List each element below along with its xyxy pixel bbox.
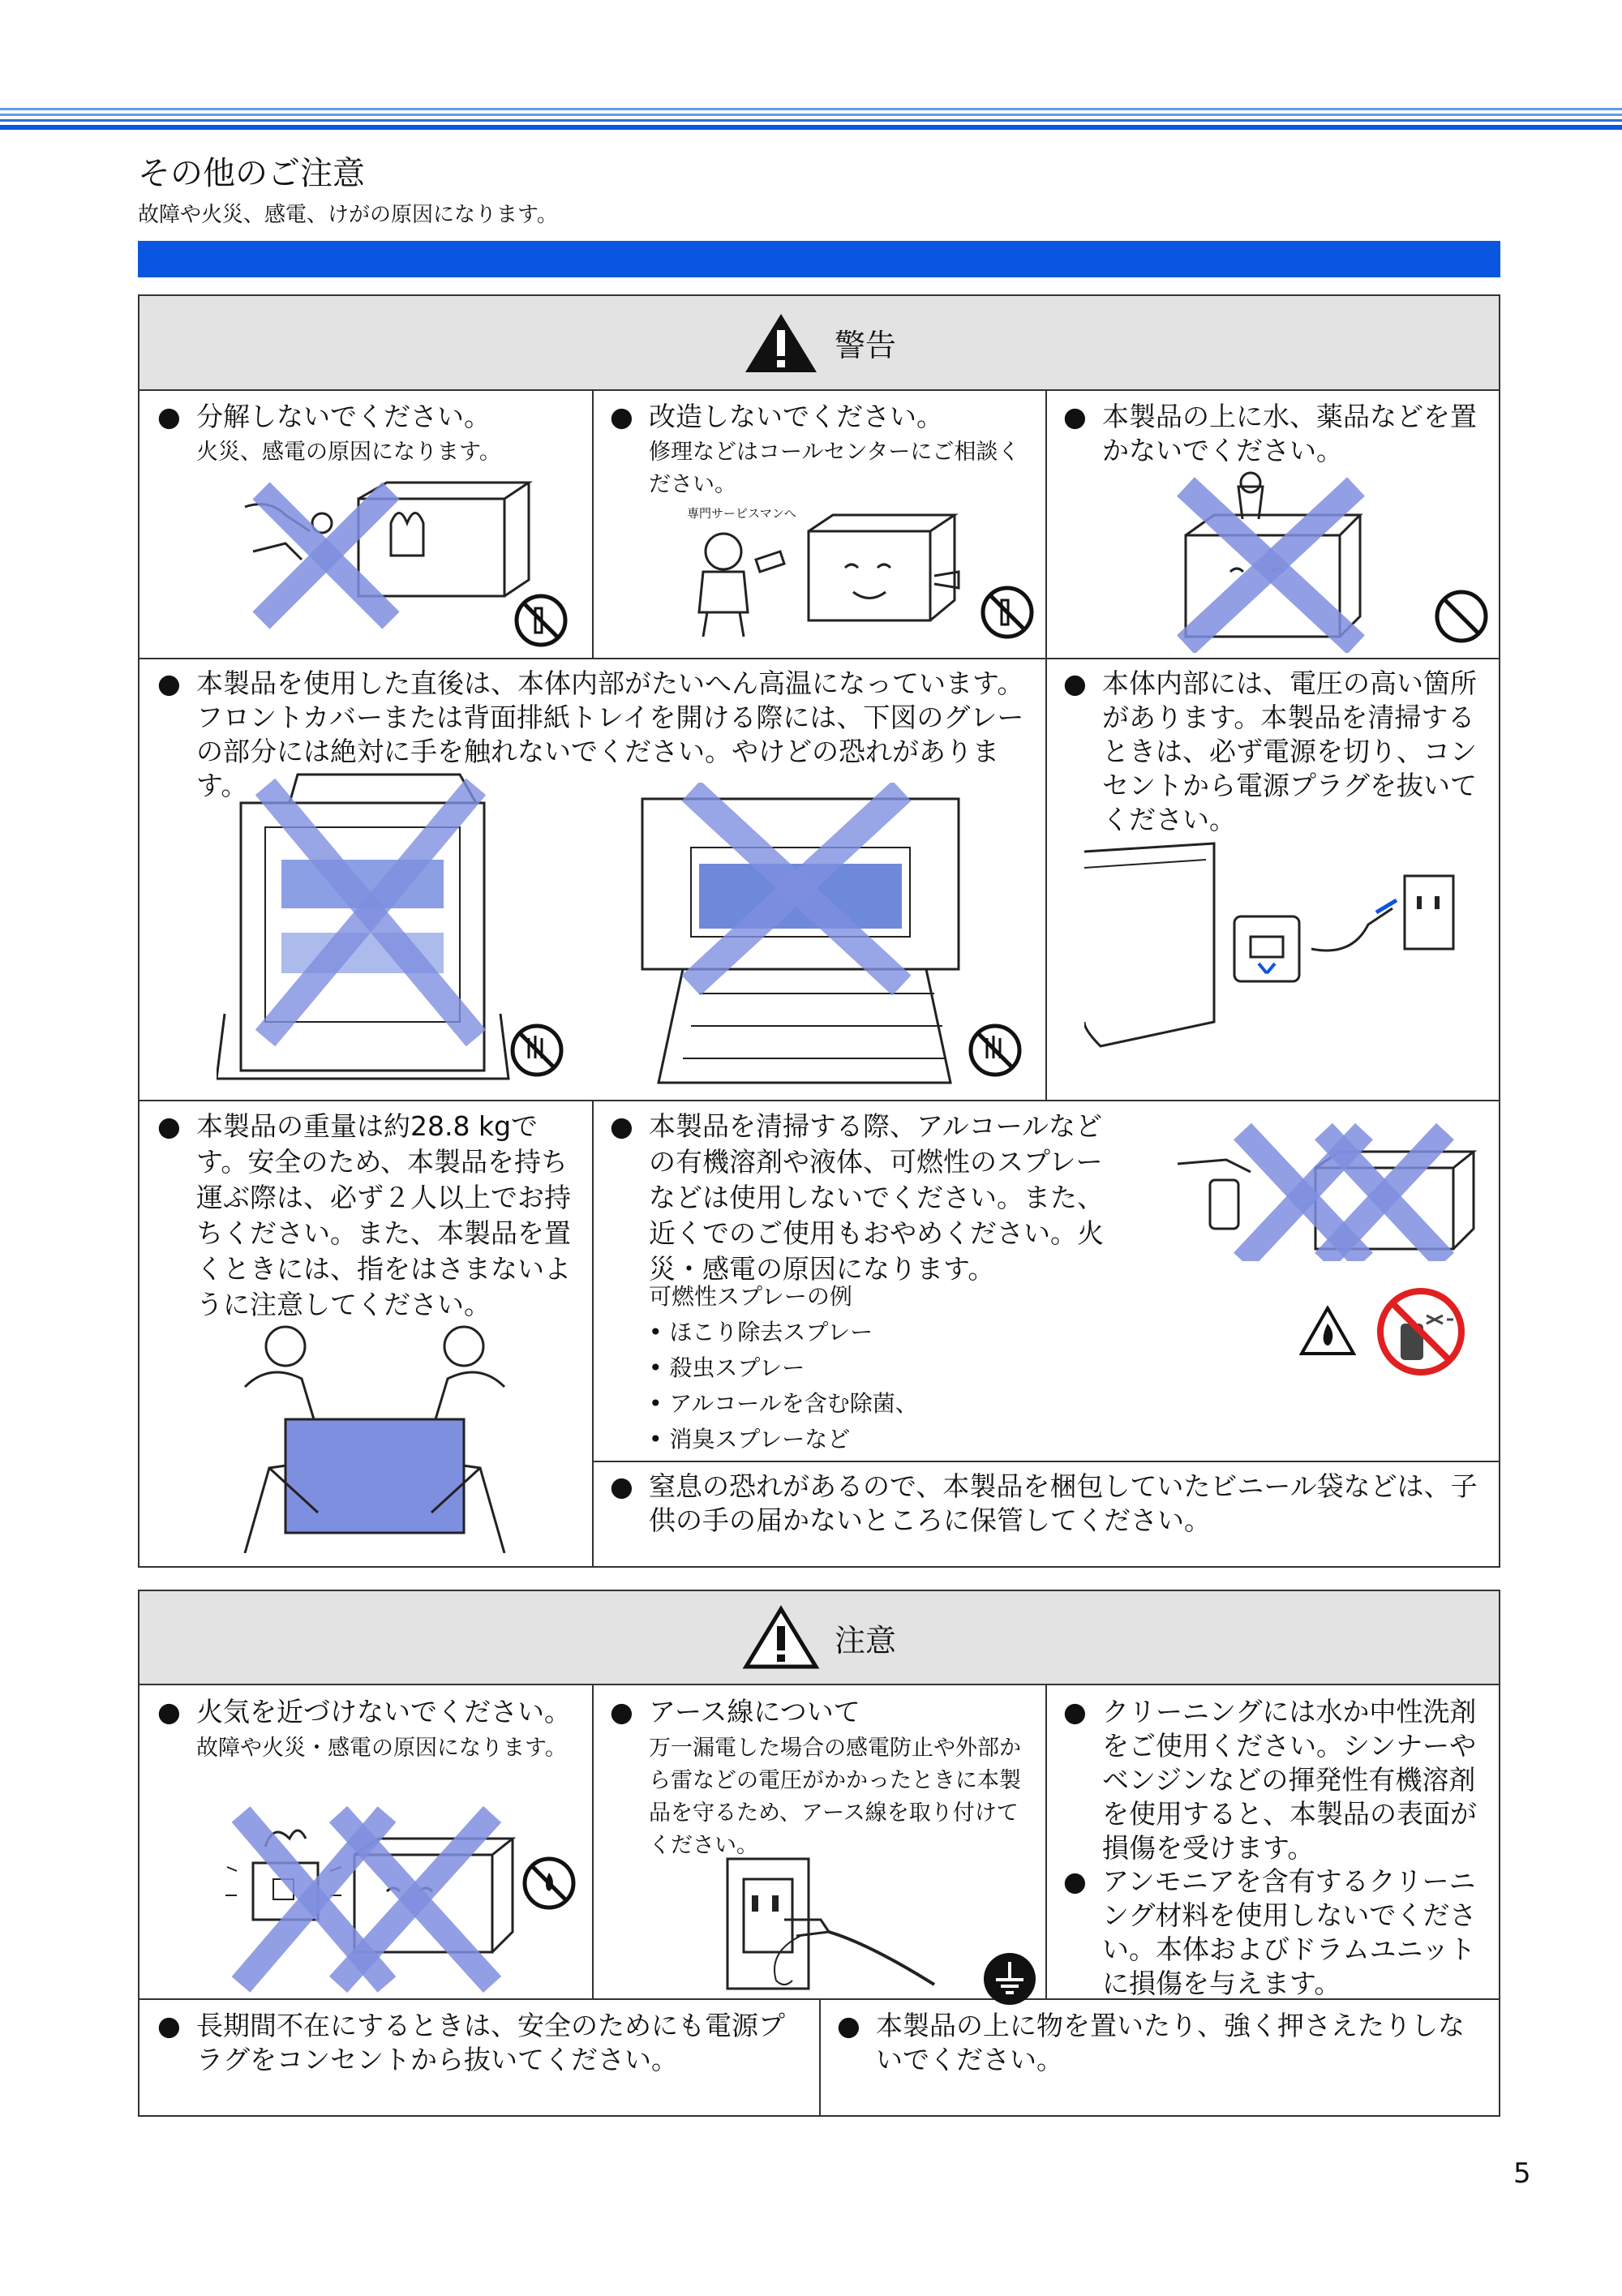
flame-warning-icon — [1299, 1306, 1356, 1356]
disassemble-illustration — [237, 474, 577, 653]
ground-illustration — [723, 1855, 967, 1993]
warning-header — [139, 296, 1499, 391]
flammable-example-1: • ほこり除去スプレー — [649, 1319, 873, 1345]
warning-liquids: ● 本製品の上に水、薬品などを置かないでください。 — [1063, 401, 1477, 466]
caution-box — [138, 1590, 1500, 2117]
caution-unplug: ● 長期間不在にするときは、安全のためにも電源プラグをコンセントから抜いてください。 — [157, 2010, 785, 2075]
warning-modify-note: 修理などはコールセンターにご相談ください。 — [649, 440, 1020, 497]
weight-illustration — [221, 1322, 529, 1553]
hot-rear-illustration — [634, 783, 1040, 1091]
warning-disassemble-note: 火災、感電の原因になります。 — [196, 440, 501, 465]
modify-illustration — [675, 499, 1040, 649]
warning-hot: ● 本製品を使用した直後は、本体内部がたいへん高温になっています。フロントカバーまたは背面排紙トレイを開ける際には、下図のグレーの部分には絶対に手を触れないでください。やけどの恐れがあります。 — [157, 667, 1024, 801]
caution-press: ● 本製品の上に物を置いたり、強く押さえたりしないでください。 — [837, 2010, 1465, 2075]
caution-fire: ● 火気を近づけないでください。 — [157, 1696, 571, 1727]
caution-heading: 注意 — [834, 1622, 896, 1659]
flammable-examples-label: 可燃性スプレーの例 — [649, 1283, 852, 1310]
caution-fire-note: 故障や火災・感電の原因になります。 — [196, 1736, 567, 1761]
warning-modify-caption: 専門サービスマンへ — [687, 506, 796, 521]
section-band — [138, 241, 1500, 277]
warning-box — [138, 294, 1500, 1568]
ground-icon — [983, 1952, 1036, 2006]
fire-illustration — [225, 1798, 581, 1993]
caution-triangle-icon — [742, 1605, 820, 1670]
warning-disassemble: ● 分解しないでください。 — [157, 401, 491, 432]
caution-cleaning-1: ● クリーニングには水か中性洗剤をご使用ください。シンナーやベンジンなどの揮発性有機溶剤を使用すると、本製品の表面が損傷を受けます。 — [1063, 1696, 1477, 1864]
warning-weight: ● 本製品の重量は約28.8 kgです。安全のため、本製品を持ち運ぶ際は、必ず２人以上でお持ちください。また、本製品を置くときには、指をはさまないように注意してください。 — [157, 1110, 571, 1320]
caution-ground: ● アース線について — [610, 1696, 860, 1727]
hot-front-illustration — [217, 770, 581, 1091]
flammable-example-3: • アルコールを含む除菌、 — [649, 1390, 918, 1417]
page-number: 5 — [1513, 2157, 1531, 2190]
warning-flammable: ● 本製品を清掃する際、アルコールなどの有機溶剤や液体、可燃性のスプレーなどは使用しないでください。また、近くでのご使用もおやめください。火災・感電の原因になります。 — [610, 1110, 1104, 1285]
warning-bags: ● 窒息の恐れがあるので、本製品を梱包していたビニール袋などは、子供の手の届かないところに保管してください。 — [610, 1470, 1478, 1536]
page-title: その他のご注意 — [138, 155, 365, 192]
flammable-example-4: • 消臭スプレーなど — [649, 1426, 851, 1453]
warning-heading: 警告 — [834, 328, 896, 363]
no-spray-icon — [1376, 1287, 1465, 1376]
flammable-illustration — [1178, 1123, 1486, 1261]
flammable-example-2: • 殺虫スプレー — [649, 1354, 805, 1381]
warning-modify: ● 改造しないでください。 — [610, 401, 943, 432]
liquids-illustration — [1169, 470, 1494, 653]
caution-cleaning-2: ● アンモニアを含有するクリーニング材料を使用しないでください。本体およびドラムユニットに損傷を与えます。 — [1063, 1865, 1477, 1999]
voltage-illustration — [1084, 835, 1490, 1079]
caution-ground-note: 万一漏電した場合の感電防止や外部から雷などの電圧がかかったときに本製品を守るため、アース線を取り付けてください。 — [649, 1736, 1021, 1858]
warning-voltage: ● 本体内部には、電圧の高い箇所があります。本製品を清掃するときは、必ず電源を切り、コンセントから電源プラグを抜いてください。 — [1063, 667, 1477, 835]
header-stripes — [0, 0, 1622, 138]
caution-header — [139, 1591, 1499, 1685]
warning-triangle-icon — [742, 311, 820, 376]
page-subtitle: 故障や火災、感電、けがの原因になります。 — [138, 203, 558, 227]
